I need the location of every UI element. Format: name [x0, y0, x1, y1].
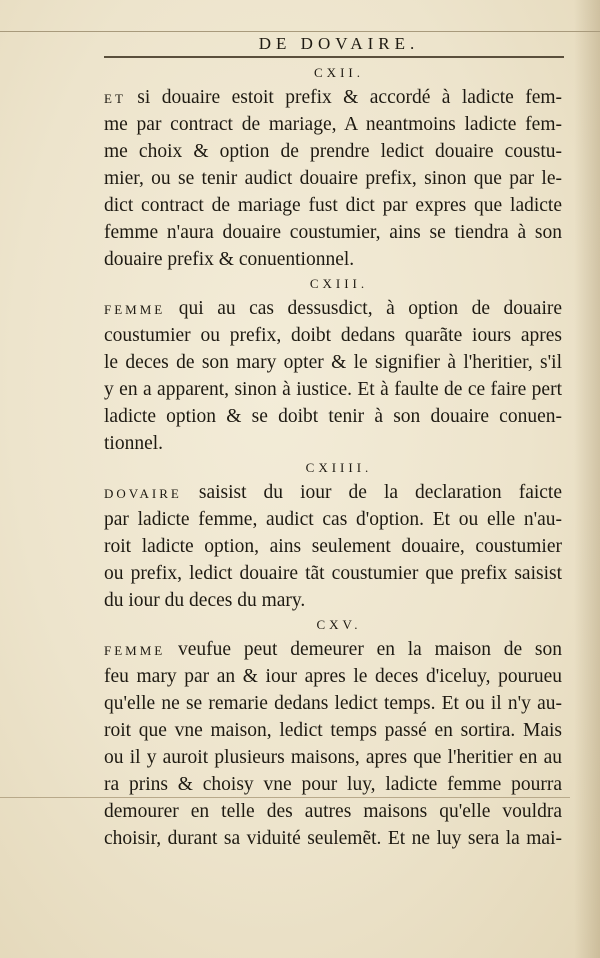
text-line: ET si douaire estoit prefix & accordé à ladicte fem- [104, 87, 563, 108]
section-cxv [104, 614, 574, 852]
section-cxiii [104, 273, 574, 457]
section-cxiiii [104, 457, 574, 614]
lead-word: FEMME [104, 302, 166, 317]
section-number: CXII. [314, 65, 364, 80]
head-rule [104, 56, 564, 58]
text-line: me par contract de mariage, A neantmoins ladicte fem- [104, 114, 562, 135]
text-line: demourer en telle des autres maisons qu'elle vouldra [104, 801, 562, 822]
lead-word: ET [104, 91, 126, 106]
text-line: tionnel. [104, 433, 164, 454]
text-line: ou il y auroit plusieurs maisons, apres que l'heritier en au [104, 747, 562, 768]
text-line: femme n'aura douaire coustumier, ains se tiendra à son [104, 222, 562, 243]
text-line: ladicte option & se doibt tenir à son douaire conuen- [104, 406, 562, 427]
text-line: feu mary par an & iour apres le deces d'iceluy, pourueu [104, 666, 562, 687]
text-line: choisir, durant sa viduité seulemẽt. Et ne luy sera la mai- [104, 828, 562, 849]
section-number: CXIII. [309, 276, 369, 291]
text-line: par ladicte femme, audict cas d'option. Et ou elle n'au- [104, 509, 562, 530]
text-line: ou prefix, ledict douaire tãt coustumier que prefix saisist [104, 563, 562, 584]
section-number: CXV. [316, 617, 362, 632]
lead-word: FEMME [104, 643, 166, 658]
section-number: CXIIII. [305, 460, 373, 475]
text-line: FEMME qui au cas dessusdict, à option de douaire [104, 298, 563, 319]
text-line: roit que vne maison, ledict temps passé en sortira. Mais [104, 720, 562, 741]
text-line: y en a apparent, sinon à iustice. Et à faulte de ce faire pert [104, 379, 562, 400]
gutter-shadow [574, 0, 600, 958]
text-block [104, 30, 574, 852]
text-line: ra prins & choisy vne pour luy, ladicte femme pourra [104, 774, 562, 795]
text-line: dict contract de mariage fust dict par expres que ladicte [104, 195, 562, 216]
text-line: qu'elle ne se remarie dedans ledict temps. Et ou il n'y au- [104, 693, 562, 714]
text-line: FEMME veufue peut demeurer en la maison de son [104, 639, 562, 660]
text-line: le deces de son mary opter & le signifier à l'heritier, s'il [104, 352, 562, 373]
text-line: DOVAIRE saisist du iour de la declaration faicte [104, 482, 562, 503]
text-line: douaire prefix & conuentionnel. [104, 249, 355, 270]
bottom-rule [0, 797, 570, 798]
text-line: du iour du deces du mary. [104, 590, 306, 611]
lead-word: DOVAIRE [104, 486, 182, 501]
running-head: DE DOVAIRE. [258, 34, 420, 53]
text-line: coustumier ou prefix, doibt dedans quarãte iours apres [104, 325, 562, 346]
text-line: roit ladicte option, ains seulement douaire, coustumier [104, 536, 562, 557]
text-line: me choix & option de prendre ledict douaire coustu- [104, 141, 562, 162]
section-cxii [104, 62, 574, 273]
text-line: mier, ou se tenir audict douaire prefix, sinon que par le- [104, 168, 562, 189]
